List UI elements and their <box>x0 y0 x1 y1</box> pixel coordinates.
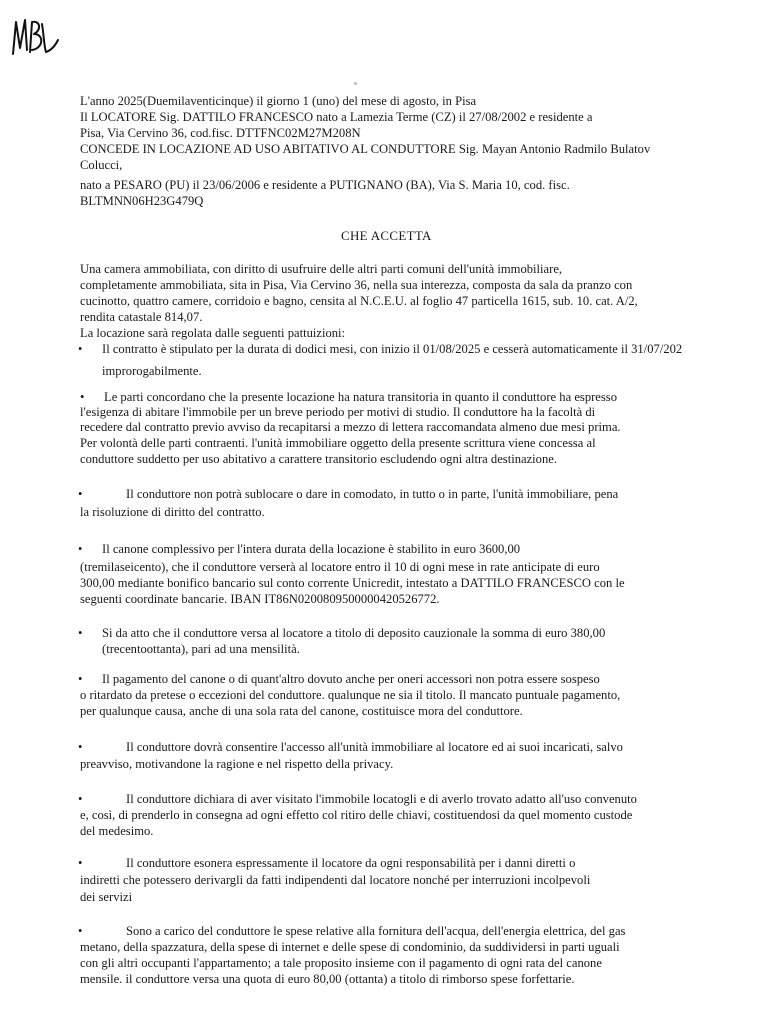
header-line: CONCEDE IN LOCAZIONE AD USO ABITATIVO AL CONDUTTORE Sig. Mayan Antonio Radmilo Bulatov <box>80 142 651 156</box>
bullet-icon: • <box>78 542 83 556</box>
clause-line: preavviso, motivandone la ragione e nel rispetto della privacy. <box>80 757 394 771</box>
intro-line: Una camera ammobiliata, con diritto di usufruire delle altri parti comuni dell'unità immobiliare, <box>80 262 563 276</box>
clause-line: metano, della spazzatura, della spese di internet e delle spese di condominio, da suddividersi in parti uguali <box>80 940 620 954</box>
clause-line: o ritardato da pretese o eccezioni del conduttore. qualunque ne sia il titolo. Il mancato puntuale pagamento, <box>80 688 621 702</box>
clause-line: Per volontà delle parti contraenti. l'unità immobiliare oggetto della presente scrittura viene concessa al <box>80 436 596 450</box>
scan-speck <box>354 82 357 85</box>
clause-line: 300,00 mediante bonifico bancario sul conto corrente Unicredit, intestato a DATTILO FRANCESCO con le <box>80 576 625 590</box>
clause-line: la risoluzione di diritto del contratto. <box>80 505 265 519</box>
clause-line: dei servizi <box>80 890 133 904</box>
clause-line: Il conduttore dichiara di aver visitato l'immobile locatogli e di averlo trovato adatto all'uso convenuto <box>126 792 637 806</box>
clause-line: del medesimo. <box>80 824 154 838</box>
clause-line: improrogabilmente. <box>102 364 202 378</box>
bullet-icon: • <box>78 672 83 686</box>
intro-line: completamente ammobiliata, sita in Pisa, Via Cervino 36, nella sua interezza, composta da sala da pranzo con <box>80 278 633 292</box>
header-line: nato a PESARO (PU) il 23/06/2006 e residente a PUTIGNANO (BA), Via S. Maria 10, cod. fisc. <box>80 178 570 192</box>
clause-line: Le parti concordano che la presente locazione ha natura transitoria in quanto il conduttore ha espresso <box>104 390 617 404</box>
clause-line: Il pagamento del canone o di quant'altro dovuto anche per oneri accessori non potra essere sospeso <box>102 672 600 686</box>
clause-line: l'esigenza di abitare l'immobile per un breve periodo per motivi di studio. Il conduttore ha la facoltà di <box>80 405 596 419</box>
intro-line: rendita catastale 814,07. <box>80 310 203 324</box>
clause-line: con gli altri occupanti l'appartamento; a tale proposito insieme con il pagamento di ogni rata del canone <box>80 956 602 970</box>
clause-line: seguenti coordinate bancarie. IBAN IT86N0200809500000420526772. <box>80 592 440 606</box>
clause-line: Si da atto che il conduttore versa al locatore a titolo di deposito cauzionale la somma di euro 380,00 <box>102 626 606 640</box>
clause-line: Il canone complessivo per l'intera durata della locazione è stabilito in euro 3600,00 <box>102 542 521 556</box>
header-line: Pisa, Via Cervino 36, cod.fisc. DTTFNC02M27M208N <box>80 126 361 140</box>
bullet-icon: • <box>78 856 83 870</box>
clause-line: Il conduttore non potrà sublocare o dare in comodato, in tutto o in parte, l'unità immobiliare, pena <box>126 487 619 501</box>
intro-line: cucinotto, quattro camere, corridoio e bagno, censita al N.C.E.U. al foglio 47 particella 1615, sub. 10. cat. A/2, <box>80 294 638 308</box>
clause-line: indiretti che potessero derivargli da fatti indipendenti dal locatore nonché per interruzioni incolpevoli <box>80 873 591 887</box>
clause-line: mensile. il conduttore versa una quota di euro 80,00 (ottanta) a titolo di rimborso spese forfettarie. <box>80 972 575 986</box>
clause-line: Il conduttore dovrà consentire l'accesso all'unità immobiliare al locatore ed ai suoi incaricati, salvo <box>126 740 623 754</box>
bullet-icon: • <box>78 342 83 356</box>
header-line: L'anno 2025(Duemilaventicinque) il giorno 1 (uno) del mese di agosto, in Pisa <box>80 94 477 108</box>
clause-line: e, così, di prenderlo in consegna ad ogni effetto col ritiro delle chiavi, costituendosi da quel momento custode <box>80 808 633 822</box>
bullet-icon: • <box>78 792 83 806</box>
bullet-icon: • <box>78 626 83 640</box>
header-line: Colucci, <box>80 158 123 172</box>
clause-line: Il conduttore esonera espressamente il locatore da ogni responsabilità per i danni diretti o <box>126 856 576 870</box>
clause-line: per qualunque causa, anche di una sola rata del canone, costituisce mora del conduttore. <box>80 704 523 718</box>
bullet-icon: • <box>80 390 85 404</box>
clause-line: conduttore suddetto per uso abitativo a carattere transitorio escludendo ogni altra destinazione. <box>80 452 558 466</box>
intro-line: La locazione sarà regolata dalle seguenti pattuizioni: <box>80 326 346 340</box>
clause-line: (trecentoottanta), pari ad una mensilità. <box>102 642 300 656</box>
clause-line: Il contratto è stipulato per la durata di dodici mesi, con inizio il 01/08/2025 e cesserà automaticamente il 31/07/202 <box>102 342 683 356</box>
clause-line: (tremilaseicento), che il conduttore verserà al locatore entro il 10 di ogni mese in rate anticipate di euro <box>80 560 600 574</box>
bullet-icon: • <box>78 924 83 938</box>
signature-initials <box>10 14 62 58</box>
header-line: Il LOCATORE Sig. DATTILO FRANCESCO nato a Lamezia Terme (CZ) il 27/08/2002 e residente a <box>80 110 593 124</box>
clause-line: recedere dal contratto previo avviso da recapitarsi a mezzo di lettera raccomandata almeno due mesi prima. <box>80 420 621 434</box>
bullet-icon: • <box>78 740 83 754</box>
section-title: CHE ACCETTA <box>341 228 432 243</box>
header-line: BLTMNN06H23G479Q <box>80 194 204 208</box>
bullet-icon: • <box>78 487 83 501</box>
clause-line: Sono a carico del conduttore le spese relative alla fornitura dell'acqua, dell'energia elettrica, del gas <box>126 924 626 938</box>
